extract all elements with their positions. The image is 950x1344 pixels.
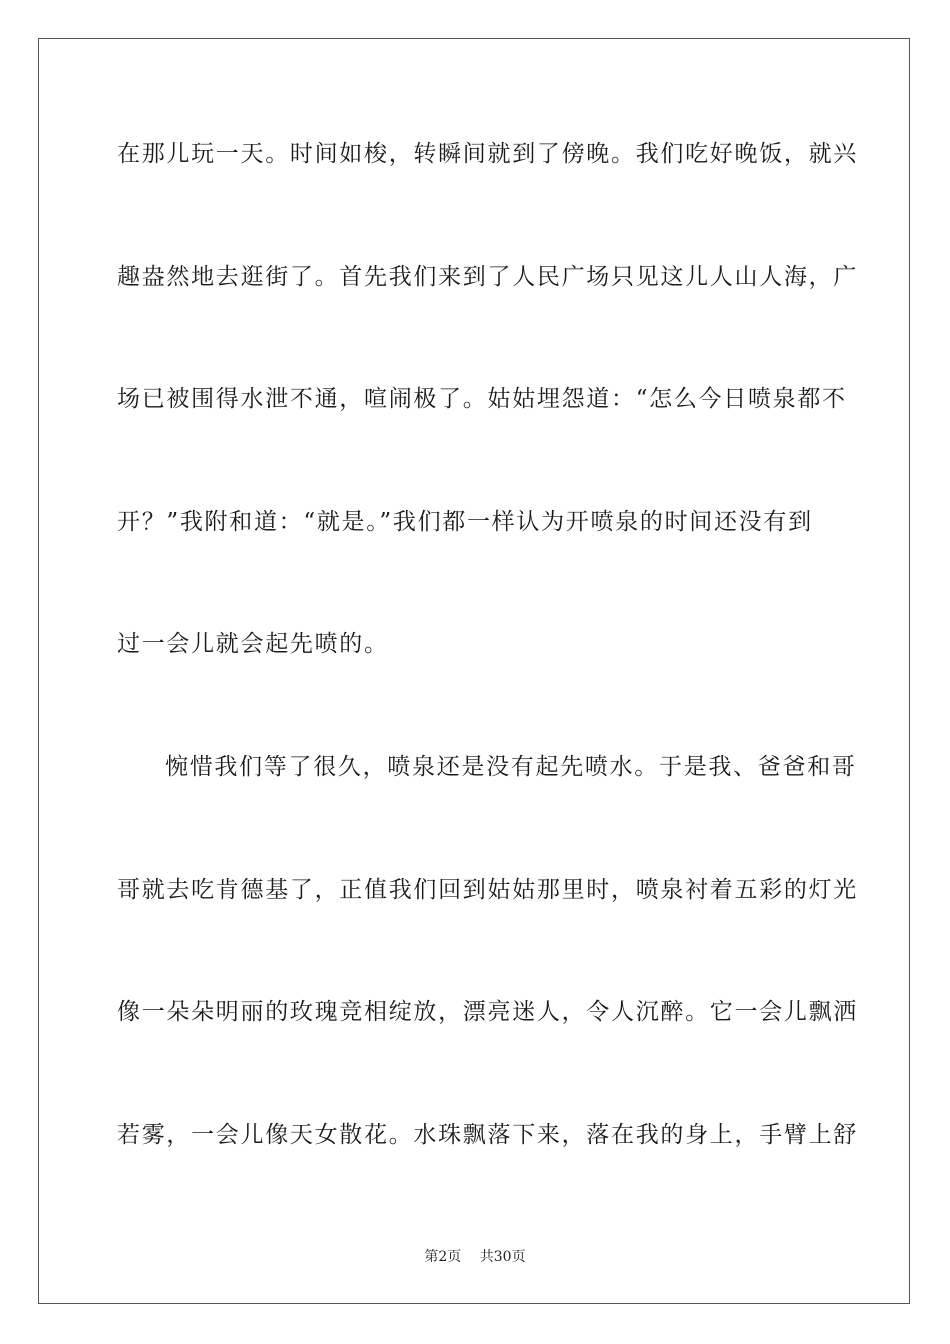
paragraph-first-line: 惋惜我们等了很久，喷泉还是没有起先喷水。于是我、爸爸和哥 [165,753,857,780]
page-total: 共30页 [479,1249,526,1265]
blank-line [117,921,833,982]
text-line: 过一会儿就会起先喷的。 [117,631,389,658]
blank-line [117,798,833,859]
blank-line [117,676,833,737]
text-line: 开？”我附和道：“就是。”我们都一样认为开喷泉的时间还没有到 [117,508,813,535]
text-line: 在那儿玩一天。时间如梭，转瞬间就到了傍晚。我们吃好晚饭，就兴 [117,141,858,167]
blank-line [117,553,833,614]
page-footer [0,1246,950,1266]
blank-line [117,430,833,491]
text-line: 场已被围得水泄不通，喧闹极了。姑姑埋怨道：“怎么今日喷泉都不 [117,386,847,413]
text-line: 像一朵朵明丽的玫瑰竞相绽放，漂亮迷人，令人沉醉。它一会儿飘洒 [117,999,858,1026]
page-number: 第2页 [424,1249,462,1265]
blank-line [117,308,833,369]
text-line: 哥就去吃肯德基了，正值我们回到姑姑那里时，喷泉衬着五彩的灯光 [117,876,858,903]
blank-line [117,185,833,246]
text-line: 趣盎然地去逛街了。首先我们来到了人民广场只见这儿人山人海，广 [117,263,858,290]
document-body [117,124,858,1166]
blank-line [117,1043,833,1104]
text-line: 若雾，一会儿像天女散花。水珠飘落下来，落在我的身上，手臂上舒 [117,1121,858,1148]
